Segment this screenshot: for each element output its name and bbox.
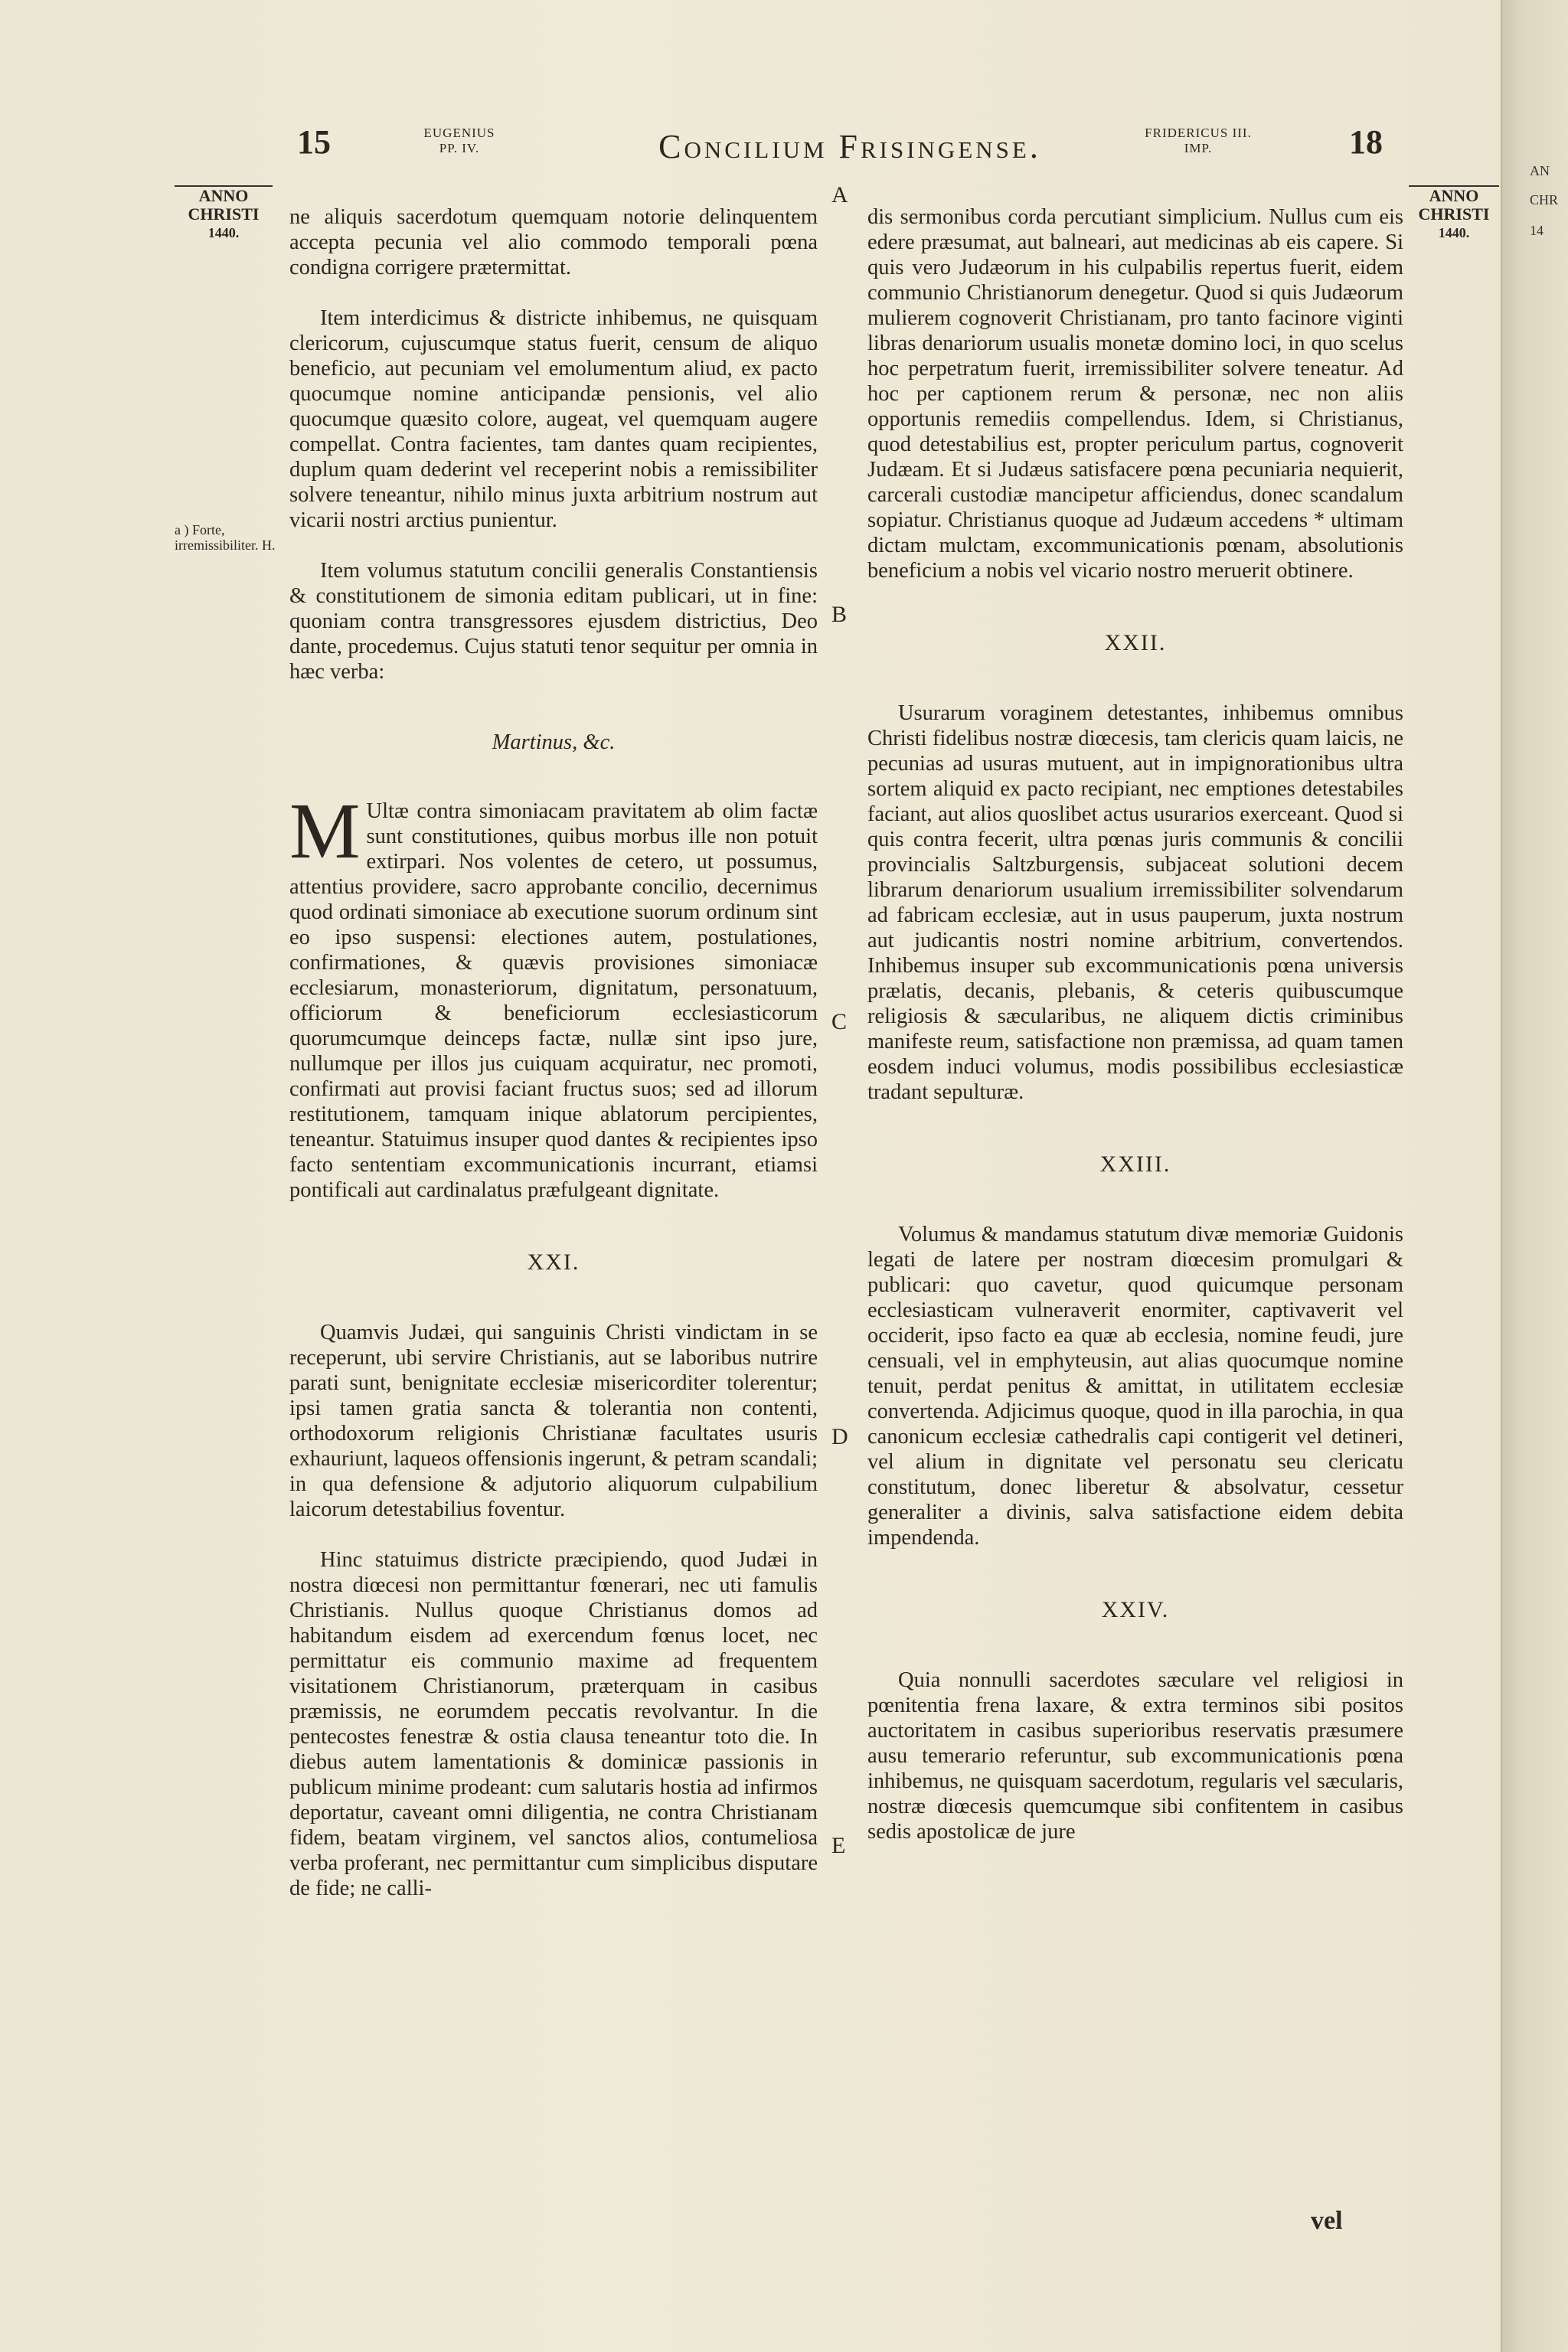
adjacent-page-edge bbox=[1501, 0, 1568, 2352]
chapter-heading-22: XXII. bbox=[1104, 630, 1167, 655]
margin-footnote: a ) Forte, irremissibiliter. H. bbox=[175, 522, 276, 553]
page-number-left: 15 bbox=[297, 123, 331, 161]
left-column bbox=[289, 179, 818, 1926]
right-paragraph-1: dis sermonibus corda percutiant simplicium. Nullus cum eis edere præsumat, aut balneari, aut medicinas ab eis capere. Si quis vero Judæorum in his culpabilis repertus fuerit, eidem communio Christianorum denegetur. Quod si quis Judæorum mulierem cognoverit Christianam, pro tanto facinore viginti libras denariorum usualis monetæ domino loci, in quo scelus hoc perpetratum fuerit, irremissibiliter solvere teneatur. Ad hoc per captionem rerum & personæ, nec non aliis opportunis remediis compellendus. Idem, si Christianus, quod detestabilius est, propter periculum partus, cognoverit Judæam. Et si Judæus satisfacere pœna pecuniaria nequierit, carcerali custodiæ mancipetur afficiendus, donec scandalum sopiatur. Christianus quoque ad Judæum accedens * ultimam dictam mulctam, excommunicationis pœnam, absolutionis beneficium a nobis vel vicario nostro meruerit obtinere. bbox=[867, 205, 1403, 583]
left-paragraph-6: Hinc statuimus districte præcipiendo, quod Judæi in nostra diœcesi non permittantur fœnerari, nec uti famulis Christianis. Nullus quoque Christianus domos ad habitandum eisdem ad exercendum fœnus locet, nec permittatur eis communio maxime ad frequentem visitationem Christianorum, præterquam in casibus præmissis, ne eorumdem peccatis revolvantur. In die pentecostes fenestræ & ostia clausa teneantur toto die. In diebus autem lamentationis & dominicæ passionis in publicum minime prodeant: cum salutaris hostia ad infirmos deportatur, caveant omni diligentia, ne contra Christianam fidem, beatam virginem, vel sanctos alios, contumeliosa verba proferant, nec permittantur cum simplicibus disputare de fide; ne calli- bbox=[289, 1548, 818, 1900]
right-paragraph-4: Quia nonnulli sacerdotes sæculare vel religiosi in pœnitentia frena laxare, & extra terminos sibi positos auctoritatem in casibus superioribus reservatis præsumere ausu temerario referuntur, sub excommunicationis pœna inhibemus, ne quisquam sacerdotum, regularis vel sæcularis, nostræ diœcesis quemcumque sibi confitentem in casibus sedis apostolicæ de jure bbox=[867, 1668, 1403, 1844]
edge-christi: CHR bbox=[1530, 192, 1559, 207]
anno-christi-right bbox=[1409, 185, 1499, 242]
christi-label: CHRISTI bbox=[1418, 204, 1490, 224]
catchword: vel bbox=[1311, 2207, 1343, 2235]
left-paragraph-1: ne aliquis sacerdotum quemquam notorie delinquentem accepta pecunia vel alio commodo temporali pœna condigna corrigere prætermittat. bbox=[289, 205, 818, 279]
header-pope bbox=[413, 126, 505, 156]
page-number-right: 18 bbox=[1349, 123, 1383, 161]
emperor-name: FRIDERICUS III. bbox=[1145, 126, 1252, 140]
section-letter-c: C bbox=[831, 1009, 848, 1034]
right-paragraph-2: Usurarum voraginem detestantes, inhibemus omnibus Christi fidelibus nostræ diœcesis, tam clericis quam laicis, ne pecunias ad usuras mutuent, aut in impignorationibus ultra sortem aliquid ex pacto recipiant, nec emptiones detestabiles faciant, aut alios quoslibet actus usurarios exerceant. Quod si quis contra fecerit, ultra pœnas juris communis & concilii provincialis Saltzburgensis, subjaceat solutioni decem librarum denariorum usualium irremissibiliter solvendarum ad fabricam ecclesiæ, aut in usus pauperum, juxta nostrum aut judicantis nostri nomine arbitrium, convertendos. Inhibemus insuper sub excommunicationis pœna universis prælatis, decanis, plebanis, & ceteris quibuscumque religiosis & sæcularibus, ne aliquem dictis criminibus manifeste reum, satisfactione non præmissa, ad quam tamen eosdem induci volumus, modis possibilibus ecclesiasticæ tradant sepulturæ. bbox=[867, 701, 1403, 1104]
salutation: Martinus, &c. bbox=[492, 730, 616, 754]
year-label: 1440. bbox=[1438, 225, 1470, 240]
left-paragraph-4 bbox=[289, 787, 818, 1203]
drop-cap: M bbox=[289, 787, 361, 875]
section-letter-d: D bbox=[831, 1424, 848, 1449]
pope-number: PP. IV. bbox=[439, 141, 480, 155]
paragraph-4-text: Ultæ contra simoniacam pravitatem ab olim factæ sunt constitutiones, quibus morbus ille non potuit extirpari. Nos volentes de cetero, ut possumus, attentius providere, sacro approbante concilio, decernimus quod ordinati simoniace ab executione suorum ordinum sint eo ipso suspensi: electiones autem, postulationes, confirmationes, & quævis provisiones simoniacæ ecclesiarum, monasteriorum, dignitatum, personatuum, officiorum & beneficiorum ecclesiasticorum quorumcumque deinceps factæ, nullæ sint ipso jure, nullumque per illos jus cuiquam acquiratur, nec promoti, confirmati aut provisi faciant fructus suos; sed ad illorum restitutionem, tamquam inique ablatorum percipientes, teneantur. Statuimus insuper quod dantes & recipientes ipso facto sententiam excommunicationis incurrant, etiamsi pontificali aut cardinalatus præfulgeant dignitate. bbox=[289, 799, 818, 1202]
section-letter-b: B bbox=[831, 602, 848, 627]
right-column bbox=[867, 179, 1403, 1870]
anno-christi-left bbox=[175, 185, 273, 242]
chapter-heading-21: XXI. bbox=[527, 1250, 580, 1275]
anno-label: ANNO bbox=[1409, 185, 1499, 205]
left-paragraph-3: Item volumus statutum concilii generalis Constantiensis & constitutionem de simonia editam publicari, ut in fine: quoniam contra transgressores ejusdem districtius, Deo dante, procedemus. Cujus statuti tenor sequitur per omnia in hæc verba: bbox=[289, 559, 818, 684]
section-letter-e: E bbox=[831, 1833, 846, 1858]
chapter-heading-23: XXIII. bbox=[1099, 1152, 1171, 1177]
anno-label: ANNO bbox=[175, 185, 273, 205]
page-title: Concilium Frisingense. bbox=[658, 128, 1041, 165]
right-paragraph-3: Volumus & mandamus statutum divæ memoriæ Guidonis legati de latere per nostram diœcesim promulgari & publicari: quo cavetur, quod quicumque personam ecclesiasticam vulneraverit enormiter, captivaverit vel occiderit, ipso facto ea quæ ab ecclesia, nomine feudi, jure censuali, vel in emphyteusin, aut alias quocumque nomine tenuit, perdat penitus & amittat, in utilitatem ecclesiæ convertenda. Adjicimus quoque, quod in illa parochia, in qua canonicum ecclesiæ cathedralis capi contigerit vel detineri, vel alium in dignitate vel personatu seu clericatu constitutum, donec liberetur & absolvatur, cessetur generaliter a divinis, salva satisfactione eidem debita impendenda. bbox=[867, 1223, 1403, 1550]
edge-anno: AN bbox=[1530, 163, 1550, 178]
pope-name: EUGENIUS bbox=[423, 126, 495, 140]
section-letter-a: A bbox=[831, 182, 848, 207]
christi-label: CHRISTI bbox=[188, 204, 260, 224]
emperor-title: IMP. bbox=[1184, 141, 1213, 155]
chapter-heading-24: XXIV. bbox=[1101, 1597, 1170, 1622]
header-emperor bbox=[1122, 126, 1275, 156]
year-label: 1440. bbox=[207, 225, 240, 240]
left-paragraph-2: Item interdicimus & districte inhibemus, ne quisquam clericorum, cujuscumque status fuerit, censum de aliquo beneficio, aut pecuniam vel emolumentum aliud, ex pacto quocumque nomine anticipandæ pensionis, vel alio quocumque quæsito colore, augeat, vel quemquam augere compellat. Contra facientes, tam dantes quam recipientes, duplum quam dederint vel receperint nobis a remissibiliter solvere teneantur, nihilo minus juxta arbitrium nostrum aut vicarii nostri arctius punientur. bbox=[289, 306, 818, 532]
left-paragraph-5: Quamvis Judæi, qui sanguinis Christi vindictam in se receperunt, ubi servire Christianis, aut se laboribus nutrire parati sunt, benignitate ecclesiæ misericorditer tolerentur; ipsi tamen gratia sancta & tolerantia non contenti, orthodoxorum religionis Christianæ facultates usuris exhauriunt, laqueos offensionis ingerunt, & petram scandali; in qua defensione & adjutorio aliquorum culpabilium laicorum detestabilius foventur. bbox=[289, 1321, 818, 1521]
edge-year: 14 bbox=[1530, 223, 1544, 238]
